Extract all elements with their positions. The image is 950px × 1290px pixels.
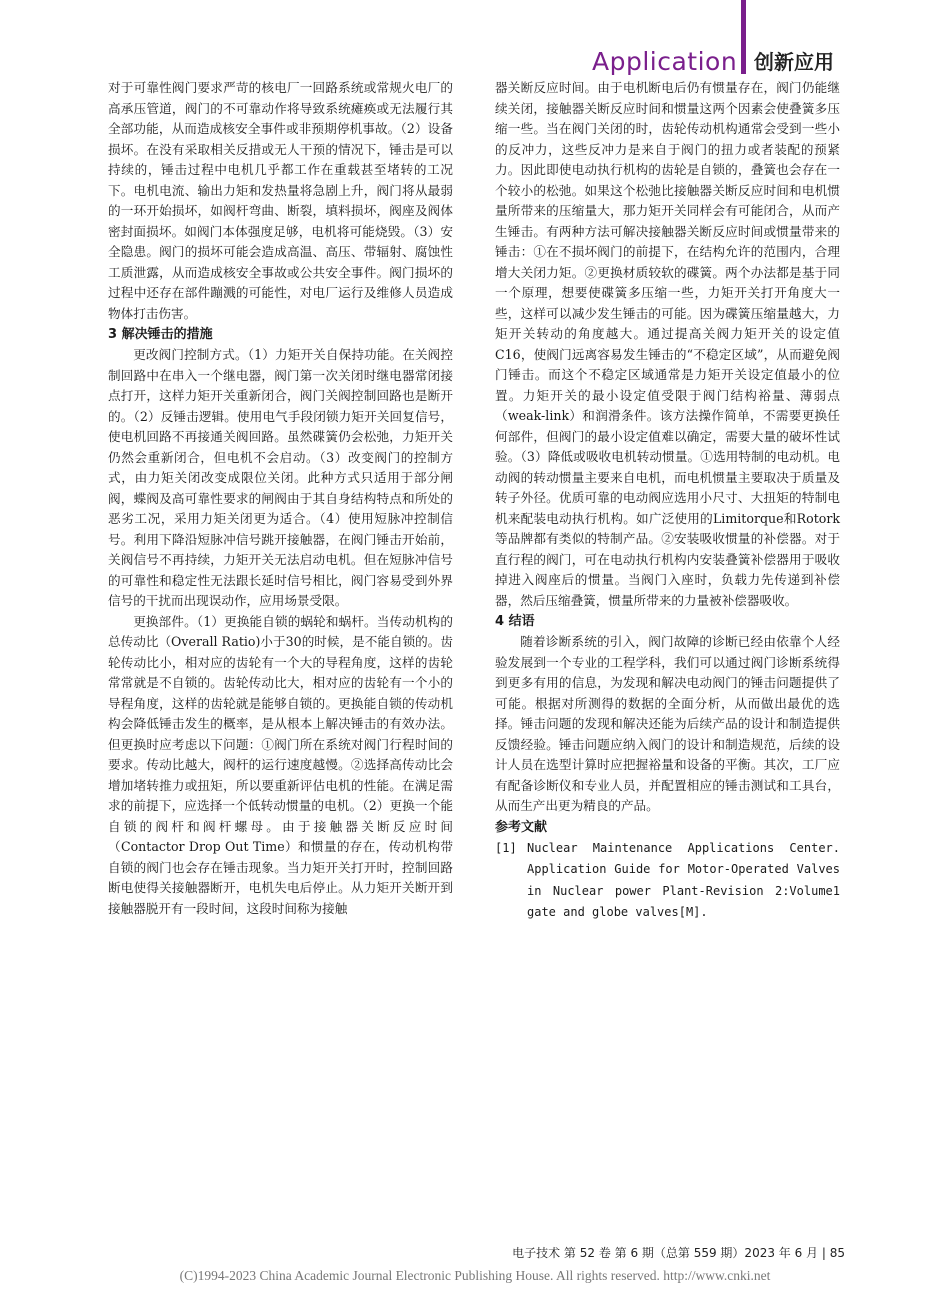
section-label-chinese: 创新应用	[754, 50, 834, 74]
section-label-english: Application	[592, 47, 738, 76]
left-column	[108, 78, 453, 919]
header-accent-bar	[741, 0, 746, 74]
references-title: 参考文献	[495, 819, 548, 835]
reference-text: Nuclear Maintenance Applications Center. Application Guide for Motor-Operated Valves in Nuclear power Plant-Revision 2:Volume1 gate and globe valves[M].	[527, 840, 840, 919]
right-paragraph-1: 器关断反应时间。由于电机断电后仍有惯量存在，阀门仍能继续关闭，接触器关断反应时间和惯量这两个因素会使叠簧多压缩一些。当在阀门关闭的时，齿轮传动机构通常会受到一些小的反冲力，这些反冲力是来自于阀门的扭力或者装配的预紧力。因此即使电动执行机构的齿轮是自锁的，叠簧也会存在一个较小的松弛。如果这个松弛比接触器关断反应时间和电机惯量所带来的压缩量大，那力矩开关同样会有可能闭合，从而产生锤击。有两种方法可解决接触器关断反应时间或惯量带来的锤击：①在不损坏阀门的前提下，在结构允许的范围内，合理增大关闭力矩。②更换材质较软的碟簧。两个办法都是基于同一个原理，想要使碟簧多压缩一些，力矩开关打开角度大一些，这样可以减少发生锤击的可能。因为碟簧压缩量越大，力矩开关转动的角度越大。通过提高关阀力矩开关的设定值C16，使阀门远离容易发生锤击的“不稳定区域”，从而避免阀门锤击。而这个不稳定区域通常是力矩开关设定值最小的位置。力矩开关的最小设定值受限于阀门结构裕量、薄弱点（weak-link）和润滑条件。该方法操作简单，不需要更换任何部件，但阀门的最小设定值难以确定，需要大量的破坏性试验。（3）降低或吸收电机转动惯量。①选用特制的电动机。电动阀的转动惯量主要来自电机，而电机惯量主要取决于质量及转子外径。优质可靠的电动阀应选用小尺寸、大扭矩的特制电机来配装电动执行机构。如广泛使用的Limitorque和Rotork等品牌都有类似的特制产品。②安装吸收惯量的补偿器。对于直行程的阀门，可在电动执行机构内安装叠簧补偿器用于吸收掉进入阀座后的惯量。当阀门入座时，负载力先传递到补偿器，然后压缩叠簧，惯量所带来的力量被补偿器吸收。	[495, 80, 840, 608]
page-footer: 电子技术 第 52 卷 第 6 期（总第 559 期）2023 年 6 月 | 85	[512, 1246, 845, 1260]
copyright-notice: (C)1994-2023 China Academic Journal Electronic Publishing House. All rights reserved. http://www.cnki.net	[179, 1268, 771, 1283]
section-3-title: 3 解决锤击的措施	[108, 327, 213, 342]
section-4-title: 4 结语	[495, 614, 535, 629]
reference-number: [1]	[495, 840, 517, 855]
right-paragraph-2: 随着诊断系统的引入，阀门故障的诊断已经由依靠个人经验发展到一个专业的工程学科，我们可以通过阀门诊断系统得到更多有用的信息，为发现和解决电动阀门的锤击问题提供了可能。根据对所测得的数据的全面分析，从而做出最优的选择。锤击问题的发现和解决还能为后续产品的设计和制造提供反馈经验。锤击问题应纳入阀门的设计和制造规范，后续的设计人员在选型计算时应把握裕量和设备的平衡。其次，工厂应有配备诊断仪和专业人员，并配置相应的锤击测试和工具台，从而生产出更为精良的产品。	[495, 634, 840, 813]
left-paragraph-1: 对于可靠性阀门要求严苛的核电厂一回路系统或常规火电厂的高承压管道，阀门的不可靠动作将导致系统瘫痪或无法履行其全部功能，从而造成核安全事件或非预期停机事故。（2）设备损坏。在没有采取相关反措或无人干预的情况下，锤击是可以持续的，锤击过程中电机几乎都工作在重载甚至堵转的工况下。电机电流、输出力矩和发热量将急剧上升，阀门将从最弱的一环开始损坏，如阀杆弯曲、断裂，填料损坏，阀座及阀体密封面损坏。如阀门本体强度足够，电机将可能烧毁。（3）安全隐患。阀门的损坏可能会造成高温、高压、带辐射、腐蚀性工质泄露，从而造成核安全事故或公共安全事件。阀门损坏的过程中还存在部件蹦溅的可能性，对电厂运行及维修人员造成物体打击伤害。	[108, 80, 453, 321]
reference-item	[495, 838, 840, 924]
left-paragraph-2: 更改阀门控制方式。（1）力矩开关自保持功能。在关阀控制回路中在串入一个继电器，阀门第一次关闭时继电器常闭接点打开，这样力矩开关重新闭合，阀门关阀控制回路也是断开的。（2）反锤击逻辑。使用电气手段闭锁力矩开关回复信号，使电机回路不再接通关阀回路。虽然碟簧仍会松弛，力矩开关仍然会重新闭合，但电机不会启动。（3）改变阀门的控制方式，由力矩关闭改变成限位关闭。此种方式只适用于部分闸阀，蝶阀及高可靠性要求的闸阀由于其自身结构特点和所处的恶劣工况，采用力矩关闭更为适合。（4）使用短脉冲控制信号。利用下降沿短脉冲信号跳开接触器，在阀门锤击开始前，关阀信号不再持续，力矩开关无法启动电机。但在短脉冲信号的可靠性和稳定性无法跟长延时信号相比，阀门容易受到外界信号的干扰而出现误动作，应用场景受限。	[108, 347, 453, 608]
left-paragraph-3: 更换部件。（1）更换能自锁的蜗轮和蜗杆。当传动机构的总传动比（Overall Ratio)小于30的时候，是不能自锁的。齿轮传动比小，相对应的齿轮有一个大的导程角度，这样的齿轮常常就是不自锁的。齿轮传动比大，相对应的齿轮有一个小的导程角度，这样的齿轮就是能够自锁的。更换能自锁的传动机构会降低锤击发生的概率，是从根本上解决锤击的有效办法。但更换时应考虑以下问题：①阀门所在系统对阀门行程时间的要求。传动比越大，阀杆的运行速度越慢。②选择高传动比会增加堵转推力或扭矩，所以要重新评估电机的性能。在满足需求的前提下，应选择一个低转动惯量的电机。（2）更换一个能自锁的阀杆和阀杆螺母。由于接触器关断反应时间（Contactor Drop Out Time）和惯量的存在，传动机构带自锁的阀门也会存在锤击现象。当力矩开关打开时，控制回路断电使得关接触器断开，电机失电后停止。从力矩开关断开到接触器脱开有一段时间，这段时间称为接触	[108, 613, 453, 916]
right-column	[495, 78, 840, 924]
